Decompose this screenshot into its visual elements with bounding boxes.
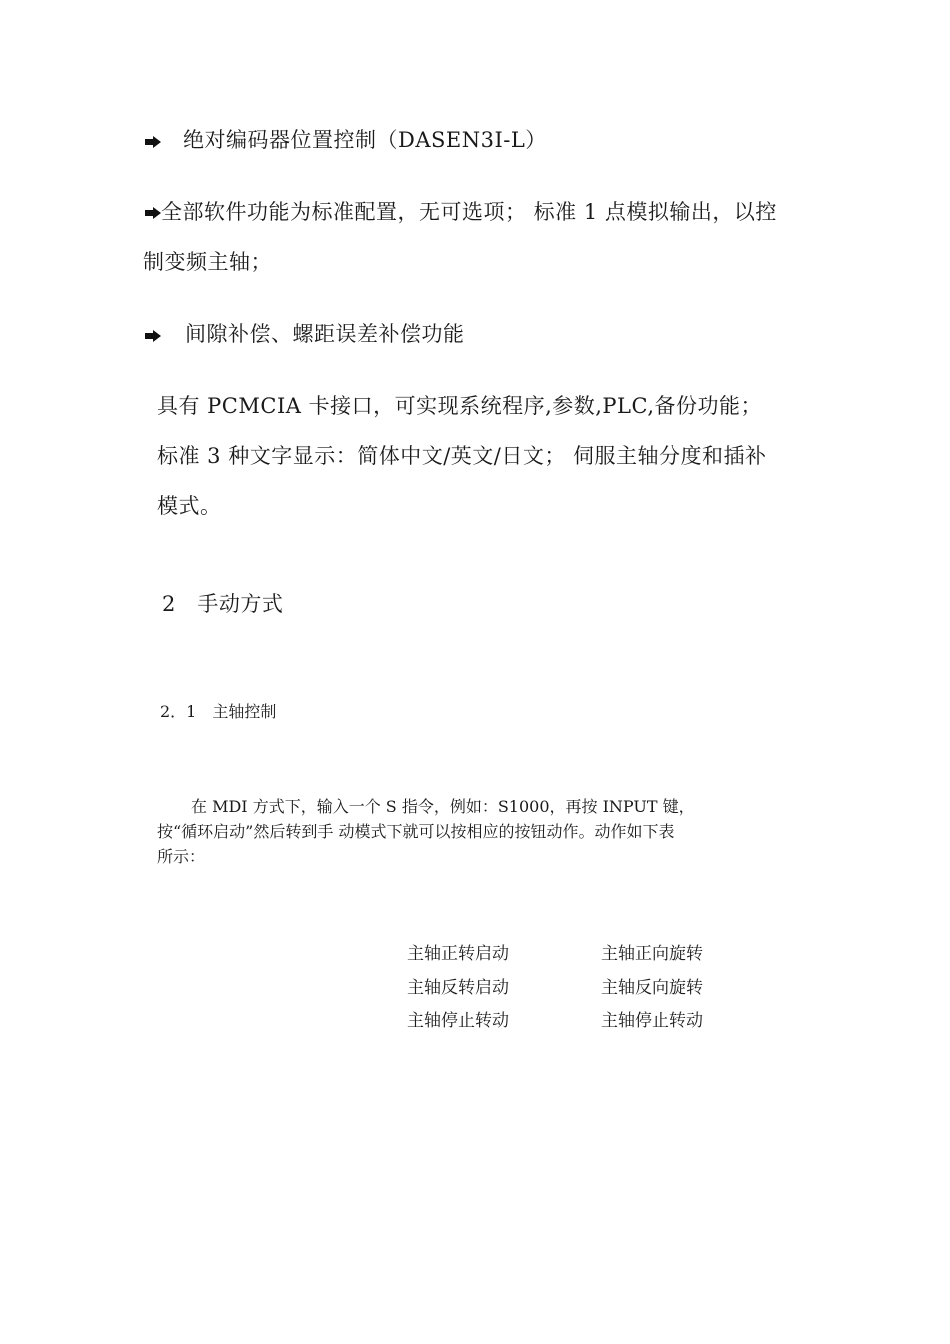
table-row-2-result: 主轴反向旋转 — [601, 978, 703, 998]
bullet-software-features-cont: 制变频主轴； — [143, 250, 272, 274]
feature-languages: 标准 3 种文字显示：简体中文/英文/日文； 伺服主轴分度和插补 — [157, 444, 767, 468]
bullet-compensation: 间隙补偿、螺距误差补偿功能 — [185, 322, 465, 346]
bullet-absolute-encoder: 绝对编码器位置控制（DASEN3I-L） — [183, 128, 547, 152]
bullet-arrow-icon — [145, 136, 161, 148]
bullet-software-features: 全部软件功能为标准配置，无可选项； 标准 1 点模拟输出，以控 — [161, 200, 777, 224]
paragraph-line-3: 所示： — [157, 847, 206, 866]
table-row-1-action: 主轴正转启动 — [407, 944, 509, 964]
bullet-arrow-icon — [145, 207, 161, 219]
table-row-1-result: 主轴正向旋转 — [601, 944, 703, 964]
section-heading: 2 手动方式 — [162, 592, 284, 616]
paragraph-line-2: 按“循环启动”然后转到手 动模式下就可以按相应的按钮动作。动作如下表 — [157, 822, 675, 841]
table-row-3-action: 主轴停止转动 — [407, 1011, 509, 1031]
feature-pcmcia: 具有 PCMCIA 卡接口，可实现系统程序,参数,PLC,备份功能； — [157, 394, 762, 418]
subsection-heading: 2．1 主轴控制 — [160, 702, 277, 721]
table-row-2-action: 主轴反转启动 — [407, 978, 509, 998]
bullet-arrow-icon — [145, 330, 161, 342]
table-row-3-result: 主轴停止转动 — [601, 1011, 703, 1031]
feature-languages-cont: 模式。 — [157, 494, 222, 518]
paragraph-line-1: 在 MDI 方式下，输入一个 S 指令，例如：S1000，再按 INPUT 键， — [191, 797, 695, 816]
